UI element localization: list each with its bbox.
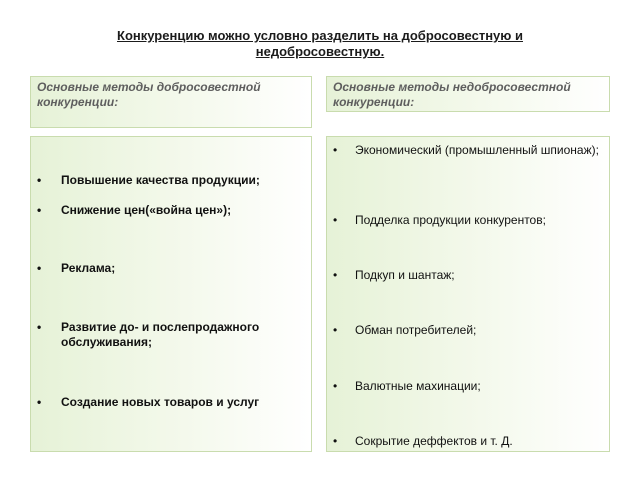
list-item-text: Обман потребителей; (355, 323, 477, 337)
list-item (333, 268, 601, 283)
list-item (37, 261, 303, 276)
list-item (37, 320, 303, 350)
bullet-icon: • (333, 323, 338, 337)
list-item (37, 203, 303, 218)
list-item-text: Сокрытие деффектов и т. Д. (355, 434, 513, 448)
list-item-text: Подделка продукции конкурентов; (355, 213, 546, 227)
bullet-icon: • (333, 213, 338, 227)
list-item (333, 379, 601, 394)
bullet-icon: • (333, 268, 338, 282)
fair-methods-header (30, 76, 312, 128)
bullet-icon: • (37, 320, 42, 334)
unfair-methods-header-text: Основные методы недобросовестной конкуренции: (333, 80, 571, 109)
list-item-text: Валютные махинации; (355, 379, 481, 393)
bullet-icon: • (333, 143, 338, 157)
bullet-icon: • (37, 203, 42, 217)
bullet-icon: • (37, 395, 42, 409)
list-item-text: Развитие до- и послепродажного обслуживания; (61, 320, 260, 349)
fair-methods-list (30, 136, 312, 452)
bullet-icon: • (37, 173, 42, 187)
list-item-text: Создание новых товаров и услуг (61, 395, 260, 409)
list-item (333, 323, 601, 338)
list-item (333, 213, 601, 228)
list-item-text: Снижение цен(«война цен»); (61, 203, 232, 217)
list-item-text: Подкуп и шантаж; (355, 268, 455, 282)
list-item-text: Реклама; (61, 261, 116, 275)
slide-title: Конкуренцию можно условно разделить на добросовестную и недобросовестную. (117, 28, 523, 59)
list-item-text: Экономический (промышленный шпионаж); (355, 143, 599, 157)
list-item (333, 143, 601, 158)
bullet-icon: • (333, 434, 338, 448)
list-item-text: Повышение качества продукции; (61, 173, 260, 187)
list-item (37, 395, 303, 410)
bullet-icon: • (333, 379, 338, 393)
bullet-icon: • (37, 261, 42, 275)
list-item (37, 173, 303, 188)
unfair-methods-header (326, 76, 610, 112)
fair-methods-header-text: Основные методы добросовестной конкуренции: (37, 80, 261, 109)
unfair-methods-list (326, 136, 610, 452)
list-item (333, 434, 601, 449)
